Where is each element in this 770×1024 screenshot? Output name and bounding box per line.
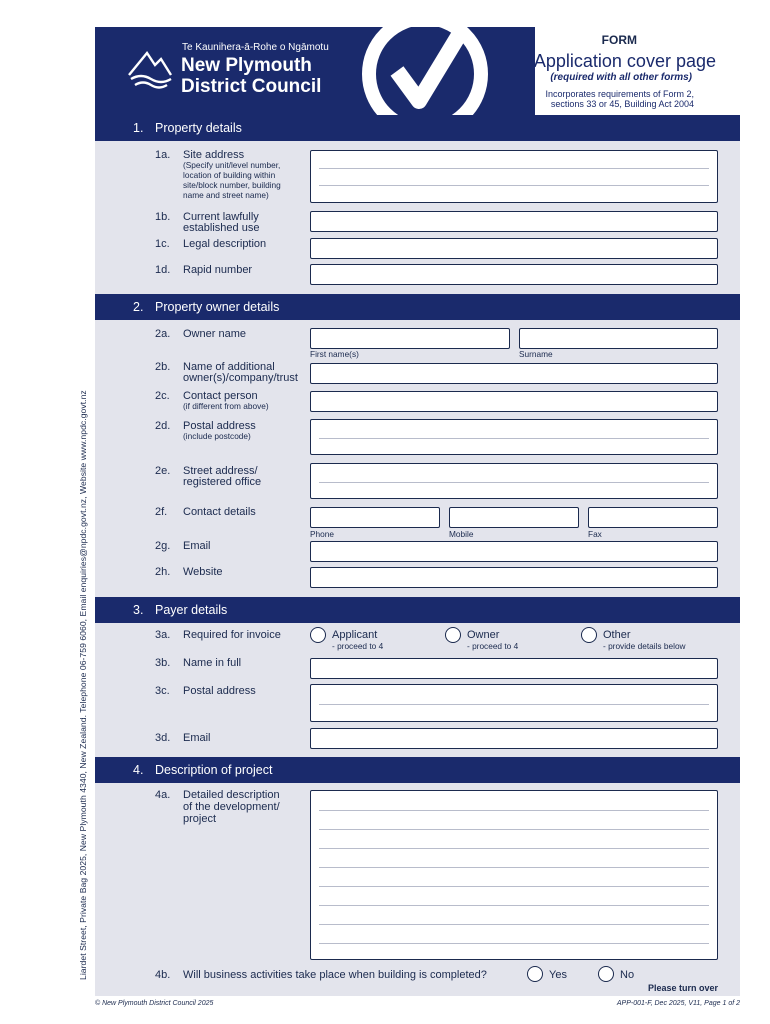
project-description-label: Detailed description [183,789,280,801]
first-name-input[interactable] [310,328,510,349]
site-address-input[interactable] [310,150,718,203]
project-description-label: of the development/ [183,801,280,813]
legal-description-label: Legal description [183,238,267,250]
page-subtitle: (required with all other forms) [550,72,692,83]
payer-email-input[interactable] [310,728,718,749]
copyright-footer: © New Plymouth District Council 2025 [95,1000,214,1007]
incorporates-line2: sections 33 or 45, Building Act 2004 [550,99,694,109]
field-number: 2e. [155,465,171,477]
project-description-label: project [183,813,217,825]
owner-option-hint: - proceed to 4 [467,641,519,651]
checkmark-graphic-icon [355,27,495,115]
other-option-hint: - provide details below [603,641,686,651]
contact-details-label: Contact details [183,506,256,518]
council-name-line1: New Plymouth [181,55,312,76]
contact-person-hint: (if different from above) [183,401,269,411]
rapid-number-label: Rapid number [183,264,253,276]
section-number: 3. [133,603,144,617]
field-number: 2c. [155,390,170,402]
current-use-input[interactable] [310,211,718,232]
additional-owner-input[interactable] [310,363,718,384]
section-4-header [95,757,740,783]
section-1-body [95,141,740,294]
website-label: Website [183,566,223,578]
contact-person-label: Contact person [183,390,258,402]
header-banner [95,27,535,115]
field-number: 2b. [155,361,171,373]
header [95,27,740,115]
field-number: 1a. [155,149,171,161]
yes-radio[interactable] [527,966,543,982]
street-address-label: registered office [183,476,262,488]
maori-council-name: Te Kaunihera-ā-Rohe o Ngāmotu [182,42,329,53]
site-address-hint: (Specify unit/level number, [183,160,281,170]
contact-side-text: Liardet Street, Private Bag 2025, New Plymouth 4340, New Zealand. Telephone 06-759 6060, Email enquiries@npdc.govt.nz, Website www.npdc.govt.nz [78,390,88,980]
field-number: 1c. [155,238,170,250]
project-description-input[interactable] [310,790,718,960]
section-3-header [95,597,740,623]
page-title: Application cover page [533,51,716,71]
business-activities-question: Will business activities take place when building is completed? [183,969,487,981]
section-title: Property owner details [155,300,280,314]
section-2-header [95,294,740,320]
payer-name-input[interactable] [310,658,718,679]
section-2-body [95,320,740,597]
site-address-hint: site/block number, building [183,180,281,190]
section-number: 2. [133,300,144,314]
fax-caption: Fax [588,529,602,539]
mobile-input[interactable] [449,507,579,528]
other-option-label: Other [603,629,631,641]
first-name-caption: First name(s) [310,349,359,359]
postal-address-label: Postal address [183,420,256,432]
fax-input[interactable] [588,507,718,528]
field-number: 2f. [155,506,168,518]
field-number: 2d. [155,420,171,432]
current-use-label: Current lawfully [183,211,259,223]
owner-radio[interactable] [445,627,461,643]
field-number: 4a. [155,789,171,801]
yes-option-label: Yes [549,969,567,981]
council-name-line2: District Council [181,76,322,97]
field-number: 1d. [155,264,171,276]
contact-person-input[interactable] [310,391,718,412]
name-in-full-label: Name in full [183,657,242,669]
field-number: 3a. [155,629,171,641]
owner-name-label: Owner name [183,328,246,340]
field-number: 1b. [155,211,171,223]
invoice-label: Required for invoice [183,629,281,641]
field-number: 4b. [155,969,171,981]
applicant-option-hint: - proceed to 4 [332,641,384,651]
section-title: Property details [155,121,242,135]
additional-owner-label: Name of additional [183,361,275,373]
legal-description-input[interactable] [310,238,718,259]
field-number: 3c. [155,685,170,697]
site-address-hint: location of building within [183,170,276,180]
field-number: 2h. [155,566,171,578]
section-title: Description of project [155,763,273,777]
field-number: 3b. [155,657,171,669]
form-tag: FORM [601,33,637,47]
phone-input[interactable] [310,507,440,528]
incorporates-line1: Incorporates requirements of Form 2, [545,89,694,99]
current-use-label: established use [183,222,260,234]
payer-postal-input[interactable] [310,684,718,722]
field-number: 2a. [155,328,171,340]
phone-caption: Phone [310,529,334,539]
street-address-label: Street address/ [183,465,258,477]
owner-email-input[interactable] [310,541,718,562]
owner-option-label: Owner [467,629,500,641]
rapid-number-input[interactable] [310,264,718,285]
field-number: 2g. [155,540,171,552]
email-label: Email [183,540,211,552]
additional-owner-label: owner(s)/company/trust [183,372,298,384]
section-number: 1. [133,121,144,135]
applicant-option-label: Applicant [332,629,378,641]
postal-address-input[interactable] [310,419,718,455]
section-3-body [95,623,740,757]
street-address-input[interactable] [310,463,718,499]
section-4-body [95,783,740,996]
no-option-label: No [620,969,635,981]
other-radio[interactable] [581,627,597,643]
surname-caption: Surname [519,349,553,359]
site-address-label: Site address [183,149,245,161]
section-1-header [95,115,740,141]
site-address-hint: name and street name) [183,190,269,200]
council-logo-icon [125,45,175,95]
please-turn-over: Please turn over [647,983,718,993]
payer-postal-label: Postal address [183,685,256,697]
surname-input[interactable] [519,328,718,349]
section-title: Payer details [155,603,228,617]
no-radio[interactable] [598,966,614,982]
field-number: 3d. [155,732,171,744]
page-info-footer: APP-001-F, Dec 2025, V11, Page 1 of 2 [616,1000,740,1007]
section-number: 4. [133,763,144,777]
header-title-area [535,27,740,115]
postal-address-hint: (include postcode) [183,431,251,441]
payer-email-label: Email [183,732,211,744]
mobile-caption: Mobile [449,529,474,539]
website-input[interactable] [310,567,718,588]
applicant-radio[interactable] [310,627,326,643]
